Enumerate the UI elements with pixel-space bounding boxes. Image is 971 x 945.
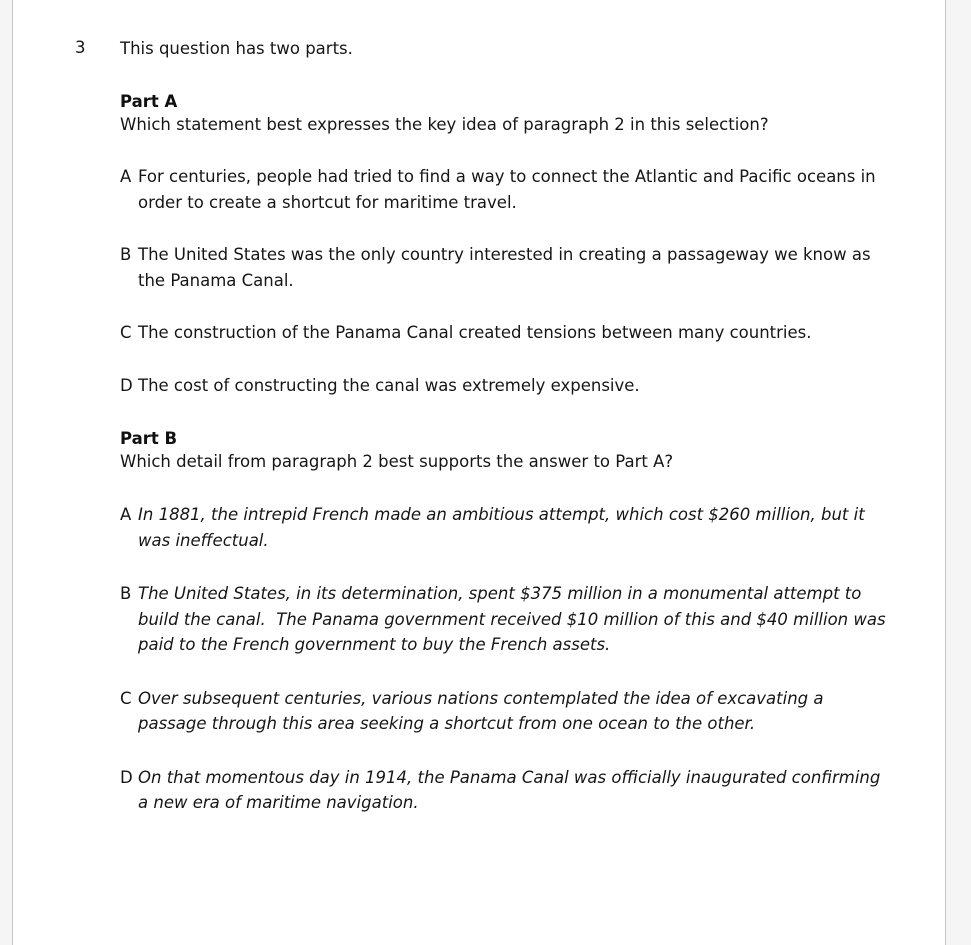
option-text: The United States, in its determination, spent $375 million in a monumental attempt to build the canal. The Panama government received $10 million of this and $40 million was paid to the French government to buy the French assets. <box>138 584 891 654</box>
option-text: Over subsequent centuries, various nations contemplated the idea of excavating a passage through this area seeking a shortcut from one ocean to the other. <box>138 688 829 733</box>
option-letter: A <box>120 505 132 524</box>
option-text: The construction of the Panama Canal created tensions between many countries. <box>138 323 812 342</box>
option-d[interactable] <box>120 765 895 816</box>
option-text: For centuries, people had tried to find a way to connect the Atlantic and Pacific oceans in order to create a shortcut for maritime travel. <box>138 167 881 212</box>
part-a-options <box>120 164 895 398</box>
option-text: In 1881, the intrepid French made an ambitious attempt, which cost $260 million, but it was ineffectual. <box>138 505 870 550</box>
option-text: The cost of constructing the canal was extremely expensive. <box>138 375 640 395</box>
part-a-prompt: Which statement best expresses the key idea of paragraph 2 in this selection? <box>120 115 769 134</box>
option-text: The United States was the only country interested in creating a passageway we know as the Panama Canal. <box>138 245 876 290</box>
question-body <box>120 38 895 816</box>
question-intro: This question has two parts. <box>120 39 353 58</box>
option-b[interactable] <box>120 581 895 658</box>
part-b-heading: Part B <box>120 429 178 448</box>
part-b-options <box>120 502 895 816</box>
option-text: On that momentous day in 1914, the Panama Canal was officially inaugurated confirming a new era of maritime navigation. <box>138 767 886 812</box>
question-number: 3 <box>75 38 86 57</box>
option-letter: B <box>120 245 132 264</box>
option-letter: D <box>120 767 133 787</box>
option-letter: B <box>120 584 132 603</box>
option-letter: D <box>120 375 133 395</box>
document-page <box>12 0 946 945</box>
option-b[interactable] <box>120 242 895 293</box>
option-a[interactable] <box>120 164 895 215</box>
part-b-prompt: Which detail from paragraph 2 best supports the answer to Part A? <box>120 452 674 471</box>
part-b-section <box>120 427 895 816</box>
option-d[interactable] <box>120 373 895 399</box>
part-a-section <box>120 90 895 398</box>
option-a[interactable] <box>120 502 895 553</box>
option-letter: C <box>120 323 132 342</box>
option-c[interactable] <box>120 686 895 737</box>
option-c[interactable] <box>120 320 895 346</box>
option-letter: A <box>120 167 132 186</box>
part-a-heading: Part A <box>120 92 178 111</box>
option-letter: C <box>120 688 132 708</box>
